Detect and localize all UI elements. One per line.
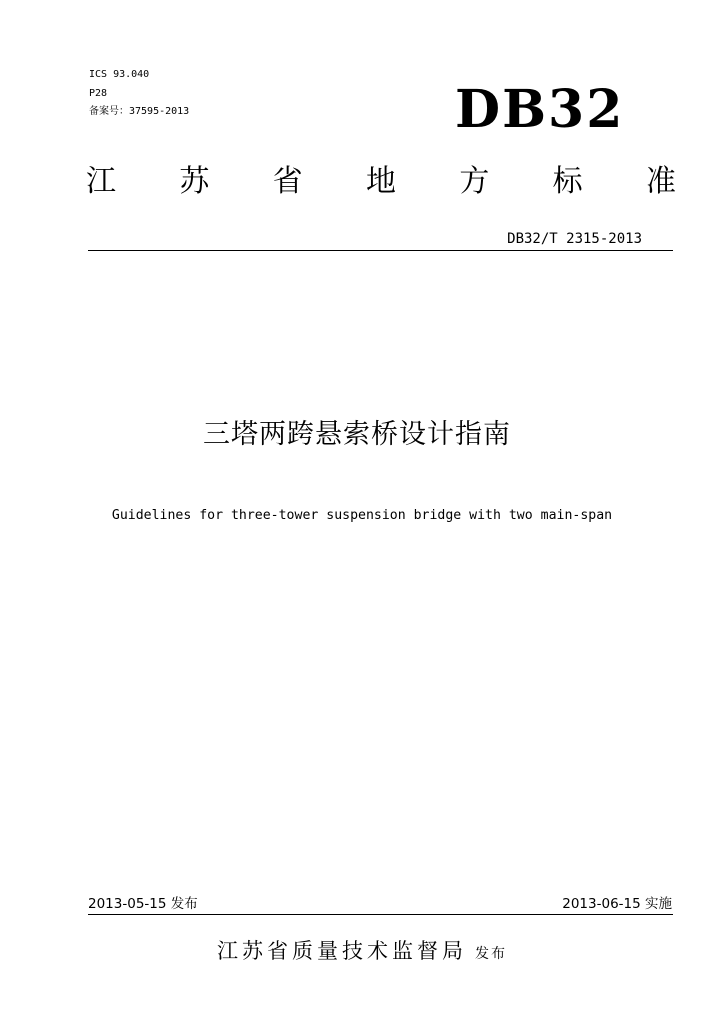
category-char: 标 [552, 164, 583, 199]
standard-code-logo: DB32 [455, 79, 625, 140]
publish-label: 发布 [475, 946, 507, 962]
bottom-divider [88, 914, 673, 915]
classification-code: P28 [89, 88, 108, 99]
issue-date: 2013-05-15 发布 [88, 896, 198, 912]
record-number: 备案号：37595-2013 [89, 106, 190, 117]
standard-category-heading [86, 162, 676, 202]
publisher-name: 江苏省质量技术监督局 [217, 939, 467, 963]
top-divider [88, 250, 673, 251]
publisher-line [0, 936, 724, 969]
document-title-chinese: 三塔两跨悬索桥设计指南 [203, 419, 511, 450]
category-char: 准 [645, 164, 676, 199]
category-char: 苏 [179, 164, 210, 199]
category-char: 地 [365, 164, 396, 199]
standard-number: DB32/T 2315-2013 [507, 231, 642, 247]
ics-code: ICS 93.040 [89, 69, 150, 80]
document-title-english: Guidelines for three-tower suspension bridge with two main-span [111, 508, 613, 523]
category-char: 方 [459, 164, 490, 199]
implementation-date: 2013-06-15 实施 [562, 896, 672, 912]
category-char: 江 [86, 164, 116, 199]
category-char: 省 [272, 164, 303, 199]
